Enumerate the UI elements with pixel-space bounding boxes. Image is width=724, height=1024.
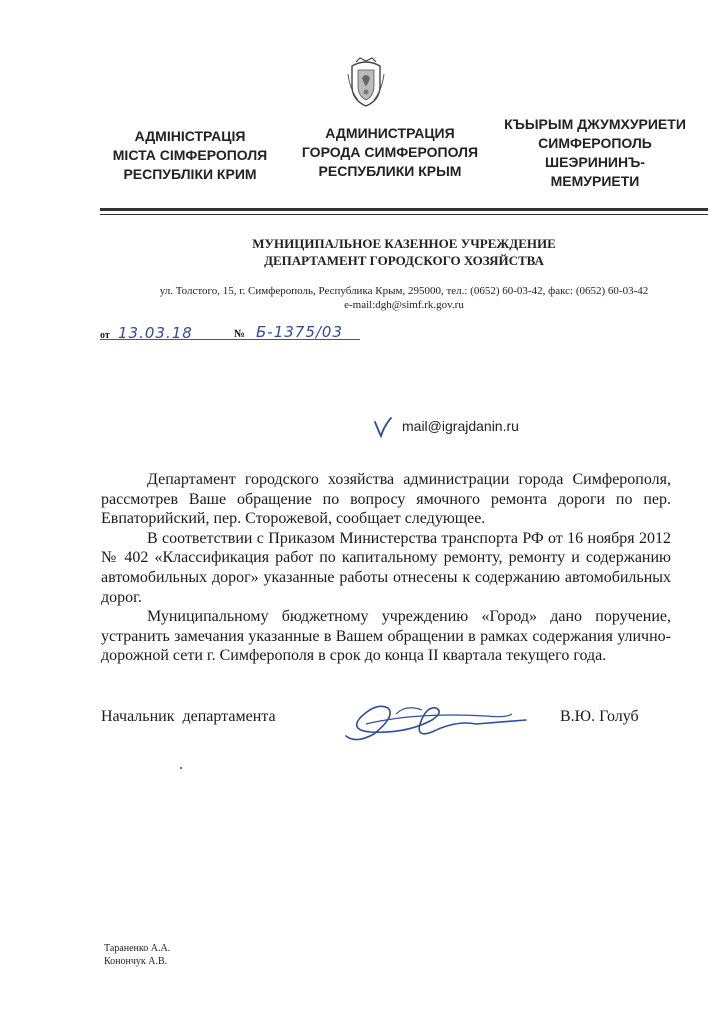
reference-number: Б-1375/03 — [256, 323, 344, 341]
body-paragraph: В соответствии с Приказом Министерства транспорта РФ от 16 ноября 2012 № 402 «Классификация работ по капитальному ремонту, ремонту и содержанию автомобильных дорог» указанные работы отнесены к содержанию автомобильных дорог. — [101, 529, 671, 606]
body-paragraph: Департамент городского хозяйства администрации города Симферополя, рассмотрев Ваше обращение по вопросу ямочного ремонта дороги по пер. Евпаторийский, пер. Сторожевой, сообщает следующее. — [101, 471, 671, 528]
executor-name: Конончук А.В. — [104, 956, 168, 967]
checkmark-icon — [372, 416, 394, 438]
header-crimean-tatar — [495, 115, 695, 191]
header-ua-line: РЕСПУБЛІКИ КРИМ — [123, 166, 257, 182]
recipient-email: mail@igrajdanin.ru — [402, 418, 519, 434]
header-ru-line: РЕСПУБЛИКИ КРЫМ — [318, 163, 462, 179]
organization-name — [100, 235, 708, 269]
letter-body — [101, 470, 671, 666]
header-cr-line: ШЕЭРИНИНЪ- — [545, 154, 645, 170]
header-cr-line: КЪЫРЫМ ДЖУМХУРИЕТИ — [504, 116, 686, 132]
header-ru-line: ГОРОДА СИМФЕРОПОЛЯ — [301, 144, 479, 160]
header-cr-line: МЕМУРИЕТИ — [550, 173, 640, 189]
header-ua-line: АДМІНІСТРАЦІЯ — [134, 128, 246, 144]
reference-date: 13.03.18 — [118, 324, 193, 342]
header-divider-thin — [100, 214, 708, 215]
executor-name: Тараненко А.А. — [104, 943, 171, 954]
handwritten-signature-icon — [336, 694, 536, 754]
signatory-title: Начальник департамента — [101, 708, 276, 725]
address-line-1: ул. Толстого, 15, г. Симферополь, Республика Крым, 295000, тел.: (0652) 60-03-42, факс: (0652) 60-03-42 — [159, 285, 649, 297]
address-block — [100, 284, 708, 312]
reference-date-prefix: от — [100, 330, 110, 341]
header-ukrainian — [100, 127, 280, 184]
signatory-name: В.Ю. Голуб — [560, 708, 639, 725]
header-ru-line: АДМИНИСТРАЦИЯ — [325, 125, 455, 141]
coat-of-arms-icon — [346, 56, 386, 108]
organization-line-2: ДЕПАРТАМЕНТ ГОРОДСКОГО ХОЗЯЙСТВА — [264, 253, 544, 268]
header-russian — [292, 124, 488, 181]
body-paragraph: Муниципальному бюджетному учреждению «Город» дано поручение, устранить замечания указанные в Вашем обращении в рамках содержания улично-дорожной сети г. Симферополя в срок до конца II квартала текущего года. — [101, 608, 671, 665]
executors-block — [104, 942, 170, 968]
stray-mark — [180, 767, 182, 769]
organization-line-1: МУНИЦИПАЛЬНОЕ КАЗЕННОЕ УЧРЕЖДЕНИЕ — [252, 236, 556, 251]
header-divider-thick — [100, 208, 708, 211]
header-cr-line: СИМФЕРОПОЛЬ — [538, 135, 652, 151]
address-email: e-mail:dgh@simf.rk.gov.ru — [344, 299, 464, 311]
reference-number-prefix: № — [234, 328, 246, 340]
header-ua-line: МІСТА СІМФЕРОПОЛЯ — [112, 147, 268, 163]
